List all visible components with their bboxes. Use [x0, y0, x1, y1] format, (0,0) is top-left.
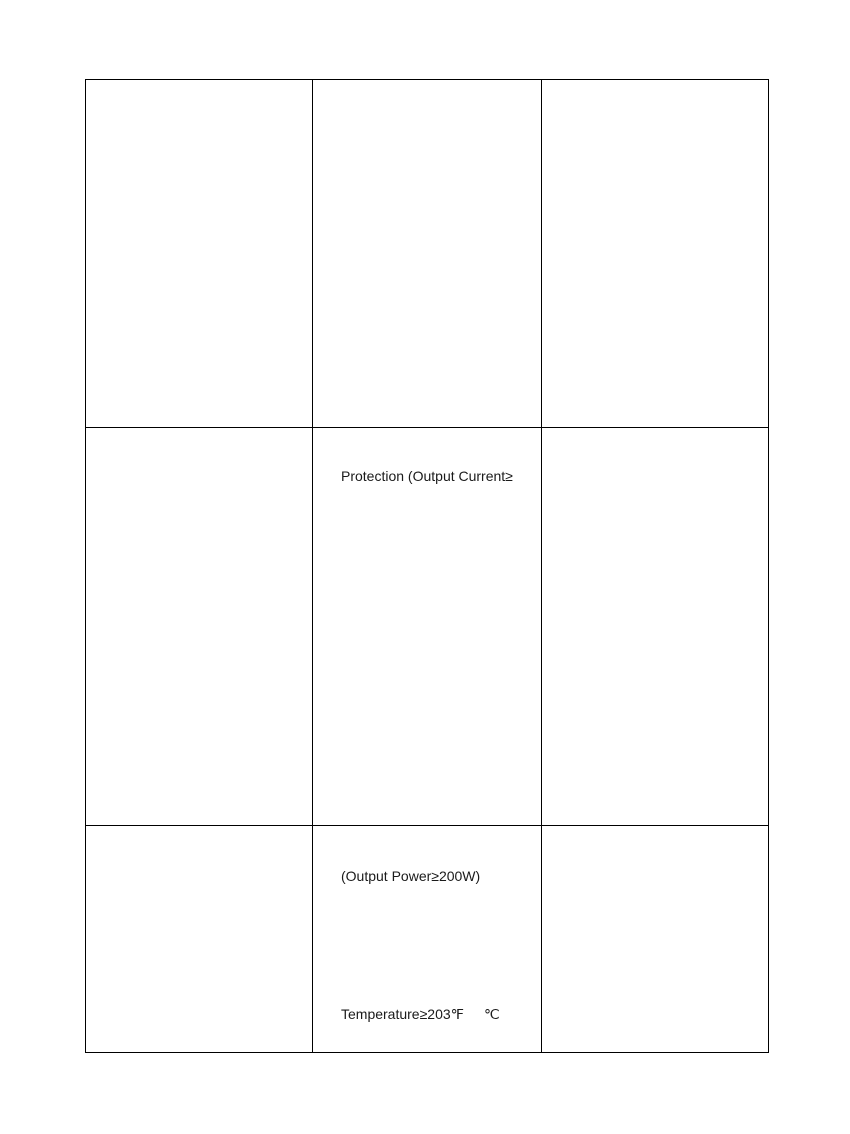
temperature-celsius-text: ℃ — [483, 1006, 500, 1022]
table-cell-r1c2 — [313, 80, 542, 428]
table-cell-r3c3 — [542, 826, 769, 1053]
table-row — [86, 826, 769, 1053]
table-cell-r1c3 — [542, 80, 769, 428]
table-cell-r2c1 — [86, 428, 313, 826]
temperature-text — [341, 1006, 500, 1022]
table-cell-r3c2 — [313, 826, 542, 1053]
protection-output-current-text: Protection (Output Current≥ — [341, 468, 513, 484]
temperature-fahrenheit-text: Temperature≥203℉ — [341, 1006, 464, 1022]
table-row — [86, 80, 769, 428]
table-cell-r1c1 — [86, 80, 313, 428]
table-row — [86, 428, 769, 826]
spec-table — [85, 79, 769, 1053]
table-cell-r2c2 — [313, 428, 542, 826]
output-power-text: (Output Power≥200W) — [341, 868, 481, 884]
table-cell-r2c3 — [542, 428, 769, 826]
table-cell-r3c1 — [86, 826, 313, 1053]
